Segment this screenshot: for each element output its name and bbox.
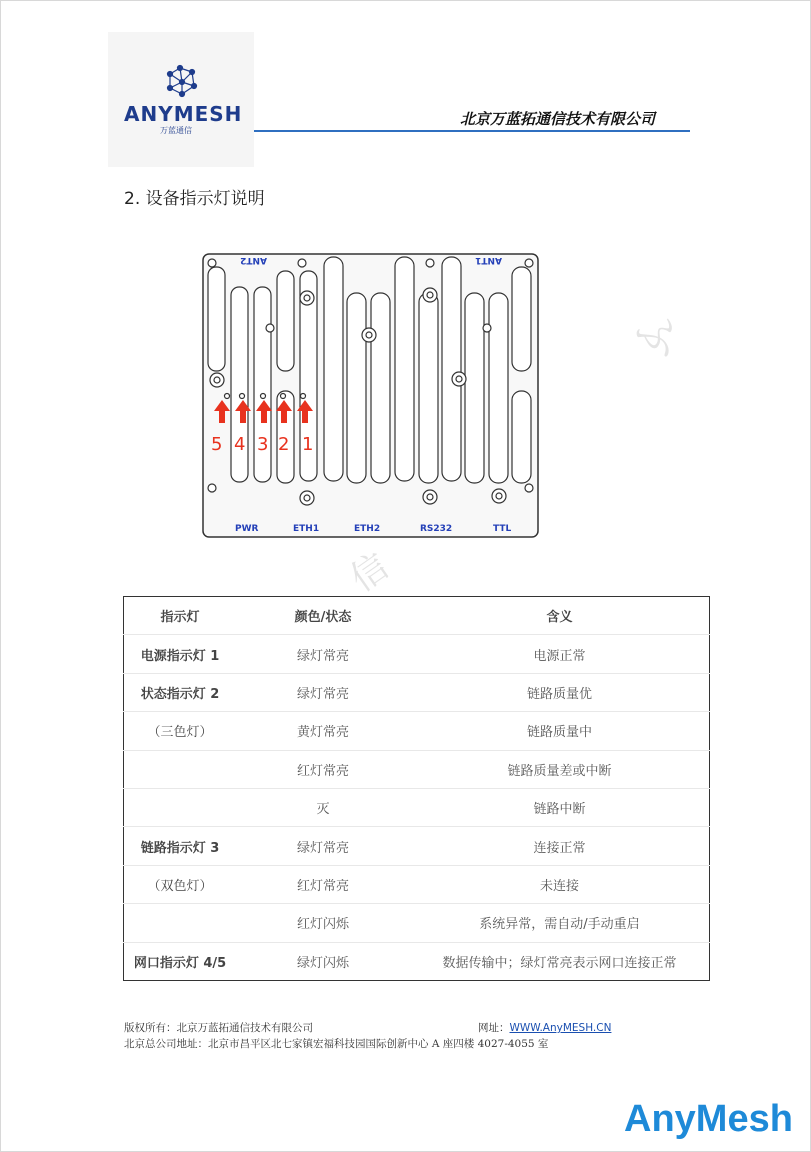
led-indicator [240,394,245,399]
table-row [124,904,710,942]
state-cell: 黄灯常亮 [236,712,410,750]
table-row [124,712,710,750]
led-indicator [301,394,306,399]
indicator-cell: 状态指示灯 2 [124,673,237,711]
indicator-cell: （三色灯） [124,712,237,750]
state-cell: 绿灯闪烁 [236,942,410,980]
header-cell: 含义 [546,610,573,626]
vent-slot [277,271,294,371]
led-number: 3 [257,434,269,455]
antenna-label: ANT1 [475,255,502,265]
meaning-cell: 连接正常 [410,827,710,865]
state-cell: 红灯常亮 [236,750,410,788]
table-row [124,750,710,788]
header-divider [254,130,690,132]
led-indicator [261,394,266,399]
meaning-cell: 链路质量差或中断 [410,750,710,788]
led-number: 5 [211,434,223,455]
port-label: ETH2 [354,524,381,534]
state-cell: 绿灯常亮 [236,673,410,711]
state-cell: 灭 [236,788,410,826]
footer-copyright: 版权所有：北京万蓝拓通信技术有限公司 [124,1022,313,1034]
footer-website [478,1020,611,1035]
meaning-cell: 电源正常 [410,635,710,673]
company-name-header: 北京万蓝拓通信技术有限公司 [460,110,656,128]
port-label: PWR [235,524,259,534]
device-panel-diagram [202,253,539,538]
port-label: ETH1 [293,524,320,534]
state-cell: 红灯常亮 [236,865,410,903]
vent-slot [489,293,508,483]
antenna-label: ANT2 [240,255,267,265]
meaning-cell: 系统异常，需自动/手动重启 [410,904,710,942]
indicator-cell: 网口指示灯 4/5 [124,942,237,980]
table-row [124,942,710,980]
vent-slot [512,267,531,371]
website-label: 网址： [478,1022,510,1034]
vent-slot [395,257,414,481]
vent-slot [442,257,461,481]
logo-subtitle: 万蓝通信 [160,126,192,135]
vent-slot [371,293,390,483]
table-row [124,788,710,826]
section-title: 2. 设备指示灯说明 [124,189,265,209]
logo-text: ANYMESH [124,102,243,126]
company-logo [108,32,254,167]
vent-slot [512,391,531,483]
table-row [124,865,710,903]
meaning-cell: 数据传输中；绿灯常亮表示网口连接正常 [410,942,710,980]
state-cell: 绿灯常亮 [236,827,410,865]
watermark-mark-1: ふ [625,301,693,370]
table-header-row [124,597,710,635]
led-indicator [281,394,286,399]
indicator-cell: 电源指示灯 1 [124,635,237,673]
website-link[interactable]: WWW.AnyMESH.CN [509,1022,612,1034]
led-number: 2 [278,434,290,455]
meaning-cell: 链路中断 [410,788,710,826]
table-row [124,827,710,865]
network-logo-icon [108,32,254,102]
watermark-mark-2: 信 [343,545,397,601]
vent-slot [419,293,438,483]
vent-slot [208,267,225,371]
indicator-cell: （双色灯） [124,865,237,903]
header-cell: 颜色/状态 [294,610,352,626]
meaning-cell: 未连接 [410,865,710,903]
meaning-cell: 链路质量中 [410,712,710,750]
port-label: RS232 [420,524,453,534]
header-cell: 指示灯 [160,610,200,626]
indicator-cell: 链路指示灯 3 [124,827,237,865]
state-cell: 绿灯常亮 [236,635,410,673]
indicator-cell [124,904,237,942]
vent-slot [347,293,366,483]
indicator-table [123,596,710,981]
indicator-cell [124,788,237,826]
vent-slot [465,293,484,483]
table-row [124,635,710,673]
vent-slot [324,257,343,481]
meaning-cell: 链路质量优 [410,673,710,711]
indicator-cell [124,750,237,788]
led-number: 4 [234,434,246,455]
led-indicator [225,394,230,399]
footer-address: 北京总公司地址：北京市昌平区北七家镇宏福科技园国际创新中心 A 座四楼 4027-4055 室 [124,1038,549,1050]
table-row [124,673,710,711]
brand-logo: AnyMesh [624,1098,793,1140]
port-label: TTL [493,524,512,534]
led-number: 1 [302,434,314,455]
state-cell: 红灯闪烁 [236,904,410,942]
